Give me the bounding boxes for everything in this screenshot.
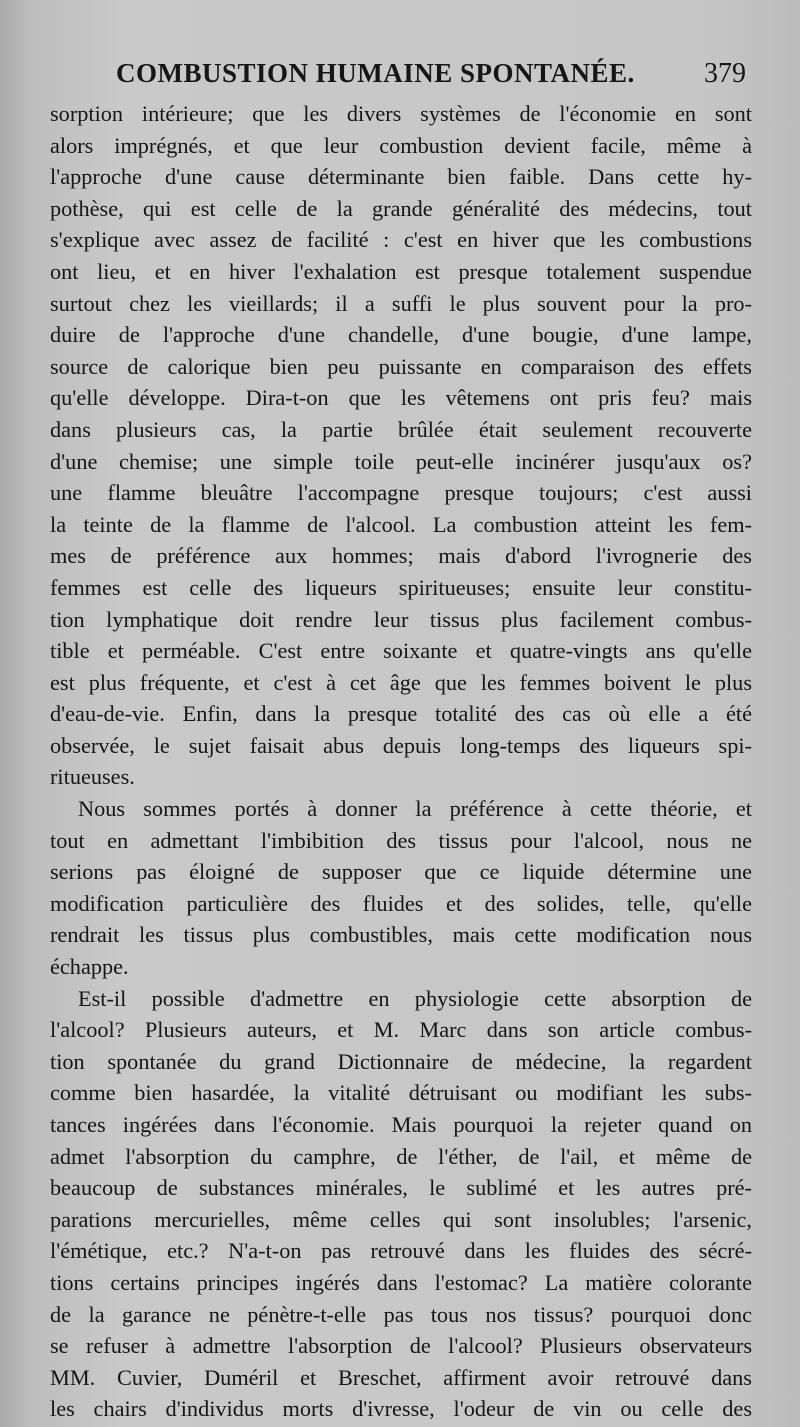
text-line: parations mercurielles, même celles qui sont insolubles; l'arsenic, [50, 1206, 752, 1232]
text-line: tout en admettant l'imbibition des tissus pour l'alcool, nous ne [50, 827, 752, 853]
body-text [50, 98, 752, 1425]
text-line: pothèse, qui est celle de la grande généralité des médecins, tout [50, 195, 752, 221]
text-line: tion lymphatique doit rendre leur tissus plus facilement combus- [50, 606, 752, 632]
text-line: admet l'absorption du camphre, de l'éther, de l'ail, et même de [50, 1143, 752, 1169]
text-line: d'eau-de-vie. Enfin, dans la presque totalité des cas où elle a été [50, 701, 752, 727]
text-line: qu'elle développe. Dira-t-on que les vêtemens ont pris feu? mais [50, 385, 752, 411]
running-title: COMBUSTION HUMAINE SPONTANÉE. [116, 58, 635, 88]
paragraph [50, 793, 752, 983]
text-line: la teinte de la flamme de l'alcool. La combustion atteint les fem- [50, 511, 752, 537]
text-line: échappe. [50, 954, 129, 980]
text-line: ritueuses. [50, 764, 135, 790]
paragraph [50, 98, 752, 793]
text-line: se refuser à admettre l'absorption de l'alcool? Plusieurs observateurs [50, 1333, 752, 1359]
text-line: alors imprégnés, et que leur combustion devient facile, même à [50, 132, 752, 158]
text-line: l'alcool? Plusieurs auteurs, et M. Marc dans son article combus- [50, 1017, 752, 1043]
text-line: beaucoup de substances minérales, le sublimé et les autres pré- [50, 1175, 752, 1201]
text-line: tions certains principes ingérés dans l'estomac? La matière colorante [50, 1269, 752, 1295]
text-line: l'émétique, etc.? N'a-t-on pas retrouvé dans les fluides des sécré- [50, 1238, 752, 1264]
text-line: Est-il possible d'admettre en physiologie cette absorption de [78, 985, 752, 1011]
text-line: rendrait les tissus plus combustibles, mais cette modification nous [50, 922, 752, 948]
text-line: surtout chez les vieillards; il a suffi le plus souvent pour la pro- [50, 290, 752, 316]
text-line: ont lieu, et en hiver l'exhalation est presque totalement suspendue [50, 258, 752, 284]
text-line: comme bien hasardée, la vitalité détruisant ou modifiant les subs- [50, 1080, 752, 1106]
text-line: femmes est celle des liqueurs spiritueuses; ensuite leur constitu- [50, 574, 752, 600]
text-line: s'explique avec assez de facilité : c'est en hiver que les combustions [50, 227, 752, 253]
text-line: de la garance ne pénètre-t-elle pas tous nos tissus? pourquoi donc [50, 1301, 752, 1327]
text-line: les chairs d'individus morts d'ivresse, l'odeur de vin ou celle des [50, 1396, 752, 1422]
text-line: l'approche d'une cause déterminante bien faible. Dans cette hy- [50, 164, 752, 190]
text-line: dans plusieurs cas, la partie brûlée était seulement recouverte [50, 416, 752, 442]
text-line: mes de préférence aux hommes; mais d'abord l'ivrognerie des [50, 543, 752, 569]
page-number: 379 [704, 58, 746, 89]
text-line: observée, le sujet faisait abus depuis long-temps des liqueurs spi- [50, 732, 752, 758]
text-line: modification particulière des fluides et des solides, telle, qu'elle [50, 890, 752, 916]
text-line: duire de l'approche d'une chandelle, d'une bougie, d'une lampe, [50, 322, 752, 348]
text-line: d'une chemise; une simple toile peut-elle incinérer jusqu'aux os? [50, 448, 752, 474]
text-line: Nous sommes portés à donner la préférence à cette théorie, et [78, 796, 752, 822]
text-line: source de calorique bien peu puissante en comparaison des effets [50, 353, 752, 379]
text-line: sorption intérieure; que les divers systèmes de l'économie en sont [50, 101, 752, 126]
text-line: serions pas éloigné de supposer que ce liquide détermine une [50, 859, 752, 885]
page-header [50, 58, 750, 92]
text-line: tible et perméable. C'est entre soixante et quatre-vingts ans qu'elle [50, 638, 752, 664]
text-line: tion spontanée du grand Dictionnaire de médecine, la regardent [50, 1048, 752, 1074]
text-line: est plus fréquente, et c'est à cet âge que les femmes boivent le plus [50, 669, 752, 695]
text-line: une flamme bleuâtre l'accompagne presque toujours; c'est aussi [50, 480, 752, 506]
text-line: MM. Cuvier, Duméril et Breschet, affirment avoir retrouvé dans [50, 1364, 752, 1390]
paragraph [50, 983, 752, 1425]
text-line: tances ingérées dans l'économie. Mais pourquoi la rejeter quand on [50, 1112, 752, 1137]
